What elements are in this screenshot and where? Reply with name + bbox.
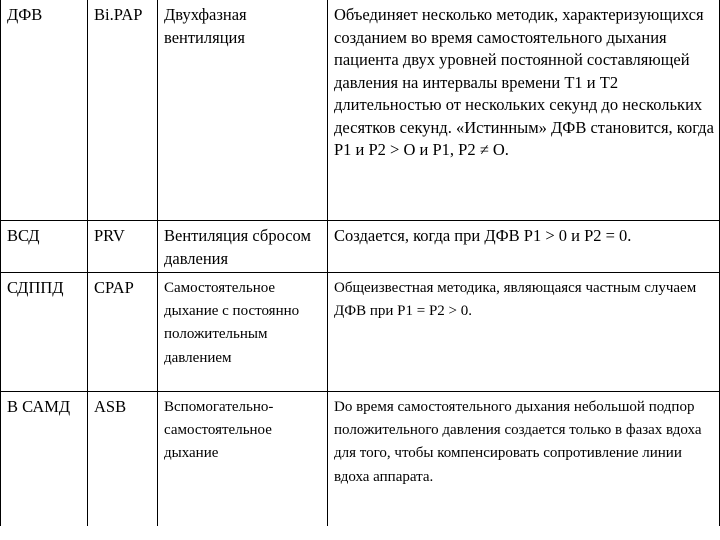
table-row	[1, 273, 720, 392]
name-cell: Вентиляция сбросом давления	[158, 221, 328, 273]
name-cell: Самостоятельное дыхание с постоянно положительным давлением	[158, 273, 328, 392]
abbr-cell: СДППД	[1, 273, 88, 392]
description-cell: Do время самостоятельного дыхания небольшой подпор положительного давления создается только в фазах вдоха для того, чтобы компенсировать сопротивление линии вдоха аппарата.	[328, 392, 720, 527]
description-cell: Создается, когда при ДФВ Р1 > 0 и Р2 = 0.	[328, 221, 720, 273]
table-row	[1, 392, 720, 527]
code-cell: PRV	[88, 221, 158, 273]
description-cell: Общеизвестная методика, являющаяся частным случаем ДФВ при Р1 = Р2 > 0.	[328, 273, 720, 392]
table-row	[1, 0, 720, 221]
code-cell: ASB	[88, 392, 158, 527]
abbr-cell: ВСД	[1, 221, 88, 273]
code-cell: Bi.PAP	[88, 0, 158, 221]
table-row	[1, 221, 720, 273]
abbr-cell: ДФВ	[1, 0, 88, 221]
name-cell: Двухфазная вентиляция	[158, 0, 328, 221]
description-cell: Объединяет несколько методик, характеризующихся созданием во время самостоятельного дыхания пациента двух уровней постоянной составляющей давления на интервалы времени Т1 и Т2 длительностью от нескольких секунд до нескольких десятков секунд. «Истинным» ДФВ становится, когда Р1 и Р2 > О и Р1, Р2 ≠ О.	[328, 0, 720, 221]
name-cell: Вспомогательно-самостоятельное дыхание	[158, 392, 328, 527]
code-cell: CPAP	[88, 273, 158, 392]
abbr-cell: В САМД	[1, 392, 88, 527]
